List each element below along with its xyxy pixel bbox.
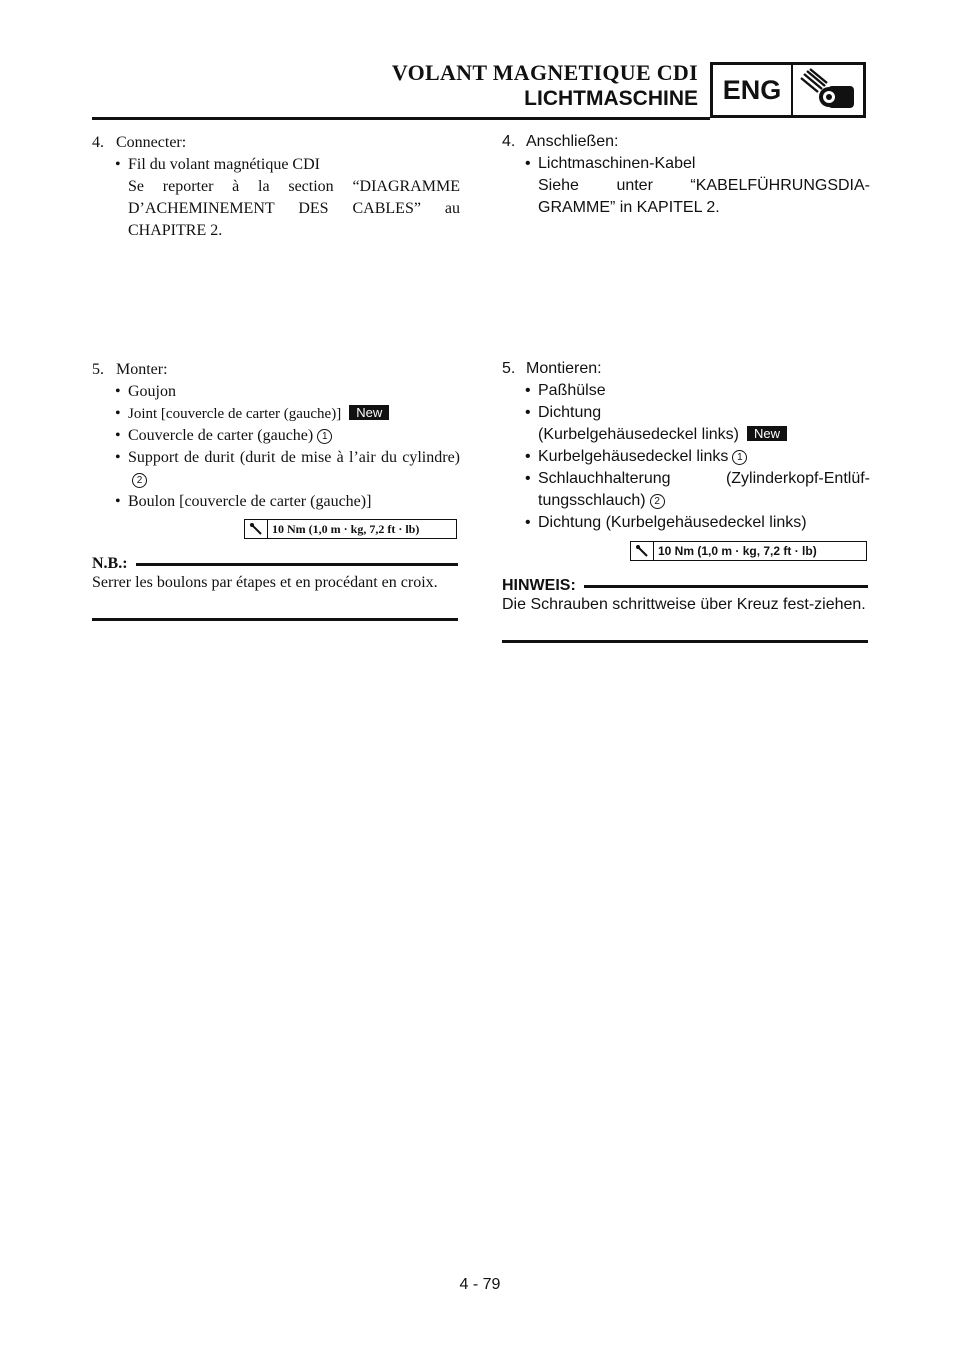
note-header [502, 577, 868, 595]
step-number: 4. [502, 133, 516, 150]
torque-wrench-icon [631, 542, 654, 560]
torque-wrench-icon [245, 520, 268, 538]
header-title-de: LICHTMASCHINE [524, 87, 698, 110]
fr-step-5: 5. Monter: • Goujon • Joint [couvercle de carter (gauche)] New • Couvercle de carter (gauche) 1 • Support de durit (durit de mise à l’air du cylindre)2 • Boulon [couvercle de carter (gauche)] [92, 359, 460, 513]
reference-text: Siehe unter “KABELFÜHRUNGSDIA-GRAMME” in KAPITEL 2. [538, 177, 870, 216]
callout-number: 1 [732, 450, 747, 465]
list-item: Joint [couvercle de carter (gauche)] [128, 406, 342, 422]
list-item: Couvercle de carter (gauche) [128, 427, 314, 444]
step-number: 5. [502, 360, 516, 377]
callout-number: 1 [317, 429, 332, 444]
torque-value: 10 Nm (1,0 m · kg, 7,2 ft · lb) [658, 544, 817, 558]
list-item: Schlauchhalterung (Zylinderkopf-Entlüf-tungsschlauch) [538, 470, 870, 509]
section-badge [710, 62, 866, 118]
header-rule [92, 117, 710, 120]
note-rule-bottom [502, 640, 868, 643]
step-number: 5. [92, 361, 104, 378]
note-label: HINWEIS: [502, 577, 576, 594]
callout-number: 2 [132, 473, 147, 488]
list-item: Goujon [128, 383, 176, 400]
new-part-badge: New [349, 405, 389, 420]
torque-value: 10 Nm (1,0 m · kg, 7,2 ft · lb) [272, 521, 420, 536]
note-rule-bottom [92, 618, 458, 621]
list-item: Fil du volant magnétique CDI [128, 156, 320, 173]
note-rule-top [584, 585, 868, 588]
list-item: Dichtung [538, 404, 602, 421]
reference-text: Se reporter à la section “DIAGRAMME D’ACHEMINEMENT DES CABLES” au CHAPITRE 2. [128, 178, 460, 239]
new-part-badge: New [747, 426, 787, 441]
note-text: Die Schrauben schrittweise über Kreuz fest-ziehen. [502, 596, 866, 613]
list-item-continuation: (Kurbelgehäusedeckel links) [538, 426, 739, 443]
torque-spec [244, 519, 457, 539]
note-header [92, 555, 458, 573]
step-action: Anschließen: [526, 133, 619, 150]
callout-number: 2 [650, 494, 665, 509]
note-rule-top [136, 563, 458, 566]
page-number: 4 - 79 [459, 1276, 501, 1293]
list-item: Dichtung (Kurbelgehäusedeckel links) [538, 514, 807, 531]
list-item: Support de durit (durit de mise à l’air du cylindre) [128, 449, 460, 466]
engine-bolt-icon [793, 65, 863, 115]
header-title-fr: VOLANT MAGNETIQUE CDI [391, 60, 698, 85]
de-step-5: 5. Montieren: • Paßhülse • Dichtung (Kurbelgehäusedeckel links) New • Kurbelgehäusedeckel links 1 • Schlauchhalterung (Zylinderkopf-Entlüf-tungsschlauch) 2 • Dichtung (Kurbelgehäusedeckel links) [502, 358, 870, 534]
torque-spec [630, 541, 867, 561]
note-label: N.B.: [92, 555, 128, 572]
list-item: Lichtmaschinen-Kabel [538, 155, 696, 172]
section-badge-label: ENG [713, 65, 793, 115]
step-action: Monter: [116, 361, 168, 378]
de-step-4: 4. Anschließen: • Lichtmaschinen-Kabel Siehe unter “KABELFÜHRUNGSDIA-GRAMME” in KAPITEL 2. [502, 131, 870, 219]
list-item: Kurbelgehäusedeckel links [538, 448, 729, 465]
step-action: Connecter: [116, 134, 187, 151]
fr-step-4: 4. Connecter: • Fil du volant magnétique CDI Se reporter à la section “DIAGRAMME D’ACHEMINEMENT DES CABLES” au CHAPITRE 2. [92, 132, 460, 242]
list-item: Paßhülse [538, 382, 606, 399]
list-item: Boulon [couvercle de carter (gauche)] [128, 493, 372, 510]
step-action: Montieren: [526, 360, 602, 377]
note-text: Serrer les boulons par étapes et en procédant en croix. [92, 574, 438, 591]
step-number: 4. [92, 134, 104, 151]
